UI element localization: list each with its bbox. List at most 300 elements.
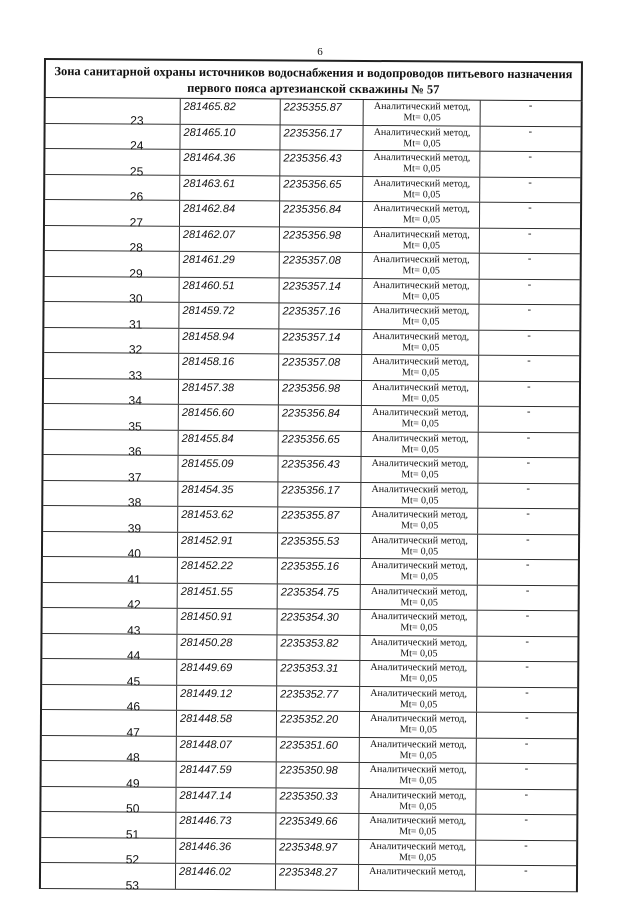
dash-mark: - xyxy=(525,660,529,673)
description-cell xyxy=(475,789,577,814)
description-cell xyxy=(478,330,580,355)
point-number-cell xyxy=(42,735,176,765)
method-text: Аналитический метод, xyxy=(370,713,467,725)
dash-mark: - xyxy=(524,813,529,826)
method-text: Аналитический метод, xyxy=(372,279,470,292)
x-coordinate-cell xyxy=(176,685,277,710)
method-text: Аналитический метод, xyxy=(373,152,471,164)
point-number-cell xyxy=(43,481,177,510)
y-coordinate: 2235356.65 xyxy=(283,177,342,191)
description-cell xyxy=(476,662,578,687)
point-number-cell xyxy=(41,863,175,893)
point-number-cell xyxy=(41,786,175,816)
method-text: Аналитический метод, xyxy=(370,687,468,700)
point-number: 42 xyxy=(127,597,141,612)
point-number-cell xyxy=(42,761,176,791)
y-coordinate: 2235350.33 xyxy=(279,789,338,803)
table-row xyxy=(42,710,577,739)
y-coordinate: 2235356.65 xyxy=(281,432,340,446)
method-cell xyxy=(360,559,478,584)
y-coordinate: 2235351.60 xyxy=(279,738,338,752)
x-coordinate-cell xyxy=(176,634,277,659)
accuracy-text: Mt= 0,05 xyxy=(400,571,439,583)
x-coordinate-cell xyxy=(175,838,276,863)
y-coordinate: 2235356.84 xyxy=(283,203,342,216)
x-coordinate-cell xyxy=(177,507,278,532)
point-number-cell xyxy=(44,430,178,459)
x-coordinate-cell xyxy=(178,430,279,455)
point-number-cell xyxy=(43,557,177,587)
point-number: 36 xyxy=(128,444,142,459)
x-coordinate: 281450.28 xyxy=(180,636,233,649)
dash-mark: - xyxy=(527,227,532,240)
y-coordinate: 2235356.17 xyxy=(283,126,342,140)
x-coordinate-cell xyxy=(178,303,279,328)
method-cell xyxy=(361,355,479,380)
accuracy-text: Mt= 0,05 xyxy=(401,443,439,455)
dash-mark: - xyxy=(528,125,533,138)
x-coordinate-cell xyxy=(177,456,278,481)
x-coordinate: 281447.59 xyxy=(179,763,232,777)
point-number-cell xyxy=(42,659,176,689)
y-coordinate-cell xyxy=(276,762,360,787)
x-coordinate-cell xyxy=(176,762,277,787)
dash-mark: - xyxy=(525,686,529,699)
y-coordinate-cell xyxy=(276,660,360,685)
x-coordinate: 281461.29 xyxy=(182,253,235,267)
accuracy-text: Mt= 0,05 xyxy=(403,112,441,124)
description-cell xyxy=(479,126,581,151)
method-text: Аналитический метод, xyxy=(371,432,469,445)
accuracy-text: Mt= 0,05 xyxy=(402,265,440,277)
point-number: 24 xyxy=(130,138,144,153)
accuracy-text: Mt= 0,05 xyxy=(399,749,437,761)
point-number: 34 xyxy=(128,393,142,408)
point-number-cell xyxy=(42,608,176,638)
point-number: 29 xyxy=(129,266,143,281)
method-cell xyxy=(360,584,478,609)
method-text: Аналитический метод, xyxy=(370,662,468,674)
table-row xyxy=(41,837,576,866)
point-number: 39 xyxy=(127,521,142,536)
method-text: Аналитический метод, xyxy=(373,203,470,215)
y-coordinate: 2235357.14 xyxy=(282,279,341,293)
y-coordinate-cell xyxy=(278,303,362,328)
accuracy-text: Mt= 0,05 xyxy=(400,520,439,532)
description-cell xyxy=(475,866,577,891)
point-number-cell xyxy=(44,302,178,332)
y-coordinate-cell xyxy=(279,201,363,226)
y-coordinate: 2235349.66 xyxy=(279,815,338,828)
y-coordinate-cell xyxy=(277,558,361,583)
x-coordinate: 281447.14 xyxy=(179,789,232,802)
accuracy-text: Mt= 0,05 xyxy=(402,214,441,226)
x-coordinate: 281452.22 xyxy=(180,559,233,573)
dash-mark: - xyxy=(526,482,531,495)
y-coordinate-cell xyxy=(277,456,361,481)
table-row xyxy=(42,685,577,714)
point-number-cell xyxy=(44,353,178,383)
accuracy-text: Mt= 0,05 xyxy=(400,596,438,608)
table-row xyxy=(45,175,580,204)
y-coordinate: 2235354.30 xyxy=(280,611,339,624)
method-cell xyxy=(359,635,477,660)
method-cell xyxy=(360,508,478,533)
accuracy-text: Mt= 0,05 xyxy=(399,724,438,736)
method-text: Аналитический метод, xyxy=(369,789,467,802)
description-cell xyxy=(476,687,578,712)
x-coordinate-cell xyxy=(175,787,276,812)
y-coordinate-cell xyxy=(277,482,361,507)
method-text: Аналитический метод, xyxy=(369,840,467,853)
method-cell xyxy=(359,686,477,711)
point-number: 51 xyxy=(125,827,140,842)
y-coordinate-cell xyxy=(276,609,360,634)
point-number: 31 xyxy=(128,317,143,332)
table-row xyxy=(44,302,579,331)
table-row xyxy=(42,608,577,637)
x-coordinate: 281446.02 xyxy=(178,865,232,879)
point-number-cell xyxy=(45,124,179,153)
y-coordinate: 2235353.82 xyxy=(280,636,339,650)
x-coordinate: 281458.94 xyxy=(182,330,235,343)
table-row xyxy=(41,786,576,815)
method-text: Аналитический метод, xyxy=(373,101,471,113)
x-coordinate: 281463.61 xyxy=(183,177,236,190)
y-coordinate-cell xyxy=(278,380,362,405)
method-text: Аналитический метод, xyxy=(371,534,468,547)
table-row xyxy=(43,532,578,561)
dash-mark: - xyxy=(526,380,531,393)
table-row xyxy=(43,583,578,612)
description-cell xyxy=(478,432,580,457)
y-coordinate: 2235348.27 xyxy=(278,866,338,879)
point-number-cell xyxy=(45,149,179,179)
dash-mark: - xyxy=(526,405,531,418)
y-coordinate: 2235355.87 xyxy=(281,509,340,522)
description-cell xyxy=(480,101,582,126)
method-cell xyxy=(360,482,478,507)
y-coordinate-cell xyxy=(277,507,361,532)
x-coordinate-cell xyxy=(178,405,279,430)
y-coordinate-cell xyxy=(276,737,360,762)
dash-mark: - xyxy=(528,201,532,214)
dash-mark: - xyxy=(524,737,529,750)
y-coordinate: 2235353.31 xyxy=(280,662,339,675)
method-text: Аналитический метод, xyxy=(372,305,470,317)
description-cell xyxy=(479,228,581,253)
point-number: 38 xyxy=(127,495,142,510)
x-coordinate: 281449.69 xyxy=(180,661,233,675)
method-text: Аналитический метод, xyxy=(373,228,470,241)
x-coordinate-cell xyxy=(176,711,277,736)
table-body xyxy=(39,98,583,892)
table-row xyxy=(45,149,580,178)
table-row xyxy=(43,455,578,484)
dash-mark: - xyxy=(527,278,532,291)
point-number: 41 xyxy=(127,572,141,587)
dash-mark: - xyxy=(525,558,530,571)
x-coordinate: 281451.55 xyxy=(180,585,233,598)
x-coordinate: 281455.84 xyxy=(181,432,234,445)
method-text: Аналитический метод, xyxy=(371,509,469,521)
accuracy-text: Mt= 0,05 xyxy=(400,545,439,557)
x-coordinate-cell xyxy=(177,558,278,583)
method-text: Аналитический метод, xyxy=(371,458,469,470)
y-coordinate-cell xyxy=(279,176,363,201)
table-row xyxy=(45,251,580,280)
point-number: 52 xyxy=(125,852,140,867)
point-number: 43 xyxy=(127,623,141,638)
accuracy-text: Mt= 0,05 xyxy=(402,239,441,251)
point-number-cell xyxy=(45,277,179,306)
y-coordinate-cell xyxy=(276,711,360,736)
table-row xyxy=(44,404,579,433)
accuracy-text: Mt= 0,05 xyxy=(399,698,438,710)
dash-mark: - xyxy=(524,788,529,801)
x-coordinate: 281456.60 xyxy=(181,406,234,420)
x-coordinate: 281458.16 xyxy=(182,355,235,369)
point-number-cell xyxy=(42,685,176,714)
method-cell xyxy=(358,788,476,813)
method-cell xyxy=(362,227,480,252)
dash-mark: - xyxy=(525,584,530,597)
method-cell xyxy=(359,737,477,762)
dash-mark: - xyxy=(524,839,528,852)
x-coordinate-cell xyxy=(178,328,279,353)
dash-mark: - xyxy=(526,533,530,546)
method-cell xyxy=(361,431,479,456)
description-cell xyxy=(479,203,581,228)
dash-mark: - xyxy=(526,431,531,444)
accuracy-text: Mt= 0,05 xyxy=(399,800,437,812)
x-coordinate: 281452.91 xyxy=(181,534,234,547)
method-cell xyxy=(359,712,477,737)
x-coordinate-cell xyxy=(179,150,280,175)
table-row xyxy=(43,481,578,510)
dash-mark: - xyxy=(528,176,532,189)
method-text: Аналитический метод, xyxy=(370,585,468,598)
point-number: 25 xyxy=(129,164,144,179)
dash-mark: - xyxy=(524,762,529,775)
point-number-cell xyxy=(44,379,178,408)
point-number: 45 xyxy=(126,674,141,689)
table-row xyxy=(44,379,579,408)
method-text: Аналитический метод, xyxy=(371,483,469,496)
y-coordinate: 2235355.16 xyxy=(280,560,340,573)
accuracy-text: Mt= 0,05 xyxy=(402,290,440,302)
x-coordinate-cell xyxy=(178,379,279,404)
y-coordinate-cell xyxy=(278,405,362,430)
table-row xyxy=(42,735,577,764)
method-cell xyxy=(361,304,479,329)
y-coordinate: 2235355.53 xyxy=(281,534,340,548)
method-text: Аналитический метод, xyxy=(372,356,470,368)
method-cell xyxy=(362,278,480,303)
method-text: Аналитический метод, xyxy=(370,611,468,623)
point-number-cell xyxy=(43,506,177,536)
method-text: Аналитический метод, xyxy=(372,381,469,394)
y-coordinate: 2235356.43 xyxy=(281,458,340,471)
accuracy-text: Mt= 0,05 xyxy=(400,622,438,634)
point-number-cell xyxy=(44,328,178,357)
accuracy-text: Mt= 0,05 xyxy=(401,367,440,379)
point-number: 47 xyxy=(126,725,140,740)
y-coordinate: 2235357.16 xyxy=(282,305,341,318)
x-coordinate: 281449.12 xyxy=(180,687,233,700)
description-cell xyxy=(479,279,581,304)
x-coordinate-cell xyxy=(177,481,278,506)
point-number: 23 xyxy=(130,113,144,128)
x-coordinate: 281464.36 xyxy=(183,151,236,165)
method-text: Аналитический метод, xyxy=(371,560,468,572)
table-row xyxy=(46,98,581,127)
y-coordinate-cell xyxy=(279,227,363,252)
x-coordinate: 281465.82 xyxy=(183,100,236,114)
y-coordinate-cell xyxy=(279,252,363,277)
accuracy-text: Mt= 0,05 xyxy=(399,826,437,838)
dash-mark: - xyxy=(525,609,530,622)
method-text: Аналитический метод, xyxy=(373,177,471,190)
dash-mark: - xyxy=(527,329,532,342)
description-cell xyxy=(475,815,577,840)
x-coordinate: 281460.51 xyxy=(182,279,235,292)
accuracy-text: Mt= 0,05 xyxy=(399,775,437,787)
description-cell xyxy=(475,840,577,865)
x-coordinate-cell xyxy=(179,277,280,302)
method-cell xyxy=(359,763,477,788)
y-coordinate: 2235356.17 xyxy=(281,483,340,497)
method-text: Аналитический метод, xyxy=(372,254,470,266)
point-number: 48 xyxy=(126,750,140,765)
dash-mark: - xyxy=(524,711,529,724)
description-cell xyxy=(478,381,580,406)
method-cell xyxy=(359,610,477,635)
point-number-cell xyxy=(43,455,177,485)
point-number-cell xyxy=(46,98,180,128)
y-coordinate: 2235350.98 xyxy=(279,764,338,777)
y-coordinate: 2235356.98 xyxy=(281,381,341,395)
x-coordinate: 281448.58 xyxy=(179,712,233,726)
dash-mark: - xyxy=(527,252,532,265)
accuracy-text: Mt= 0,05 xyxy=(398,851,437,863)
table-row xyxy=(43,557,578,586)
dash-mark: - xyxy=(526,507,530,520)
method-cell xyxy=(362,151,480,176)
method-text: Аналитический метод, xyxy=(373,126,471,139)
x-coordinate: 281455.09 xyxy=(181,457,234,471)
y-coordinate-cell xyxy=(279,150,363,175)
x-coordinate: 281462.07 xyxy=(182,228,235,241)
method-cell xyxy=(358,839,476,864)
y-coordinate: 2235352.77 xyxy=(280,687,339,701)
y-coordinate-cell xyxy=(278,354,362,379)
x-coordinate-cell xyxy=(179,175,280,200)
point-number: 32 xyxy=(128,342,143,357)
table-row xyxy=(41,863,576,892)
method-cell xyxy=(362,253,480,278)
point-number-cell xyxy=(42,634,176,663)
point-number-cell xyxy=(45,175,179,204)
y-coordinate: 2235355.87 xyxy=(283,101,342,114)
y-coordinate-cell xyxy=(275,839,359,864)
description-cell xyxy=(479,254,581,279)
dash-mark: - xyxy=(528,99,533,112)
x-coordinate: 281457.38 xyxy=(181,381,235,394)
method-text: Аналитический метод, xyxy=(370,636,468,649)
description-cell xyxy=(477,534,579,559)
table-row xyxy=(45,200,580,229)
description-cell xyxy=(477,458,579,483)
description-cell xyxy=(476,764,578,789)
point-number: 35 xyxy=(128,419,142,434)
point-number: 46 xyxy=(126,699,141,714)
method-text: Аналитический метод, xyxy=(369,764,467,776)
method-cell xyxy=(362,125,480,150)
point-number-cell xyxy=(45,226,179,255)
y-coordinate: 2235352.20 xyxy=(279,713,339,726)
x-coordinate-cell xyxy=(175,864,276,889)
dash-mark: - xyxy=(525,635,530,648)
accuracy-text: Mt= 0,05 xyxy=(401,494,439,506)
y-coordinate: 2235356.43 xyxy=(283,152,342,165)
method-cell xyxy=(360,533,478,558)
accuracy-text: Mt= 0,05 xyxy=(402,316,440,328)
accuracy-text: Mt= 0,05 xyxy=(401,469,439,481)
point-number: 26 xyxy=(129,189,144,204)
y-coordinate: 2235357.08 xyxy=(282,356,341,369)
point-number: 53 xyxy=(125,878,139,893)
table-row xyxy=(42,659,577,688)
point-number-cell xyxy=(45,251,179,281)
x-coordinate: 281454.35 xyxy=(181,483,234,496)
x-coordinate-cell xyxy=(175,813,276,838)
method-cell xyxy=(363,100,481,125)
y-coordinate-cell xyxy=(279,278,363,303)
description-cell xyxy=(477,483,579,508)
point-number-cell xyxy=(43,583,177,612)
accuracy-text: Mt= 0,05 xyxy=(403,137,441,149)
y-coordinate: 2235357.08 xyxy=(282,254,341,267)
method-cell xyxy=(361,380,479,405)
accuracy-text: Mt= 0,05 xyxy=(400,673,438,685)
method-cell xyxy=(360,457,478,482)
table-row xyxy=(44,328,579,357)
dash-mark: - xyxy=(527,303,532,316)
dash-mark: - xyxy=(526,456,531,469)
x-coordinate: 281459.72 xyxy=(182,304,235,318)
method-text: Аналитический метод, xyxy=(369,738,467,751)
description-cell xyxy=(478,305,580,330)
x-coordinate: 281450.91 xyxy=(180,610,233,624)
table-title-line-1: Зона санитарной охраны источников водоснабжения и водопроводов питьевого назначения xyxy=(54,64,573,82)
dash-mark: - xyxy=(528,150,533,163)
table-row xyxy=(45,124,580,153)
y-coordinate-cell xyxy=(277,584,361,609)
point-number-cell xyxy=(45,200,179,230)
x-coordinate-cell xyxy=(179,252,280,277)
dash-mark: - xyxy=(524,864,528,877)
dash-mark: - xyxy=(527,354,531,367)
point-number: 49 xyxy=(126,776,140,791)
description-cell xyxy=(479,152,581,177)
description-cell xyxy=(477,560,579,585)
x-coordinate: 281448.07 xyxy=(179,738,232,751)
table-title-line-2: первого пояса артезианской скважины № 57 xyxy=(187,80,440,97)
x-coordinate-cell xyxy=(176,736,277,761)
y-coordinate-cell xyxy=(277,533,361,558)
method-cell xyxy=(358,814,476,839)
